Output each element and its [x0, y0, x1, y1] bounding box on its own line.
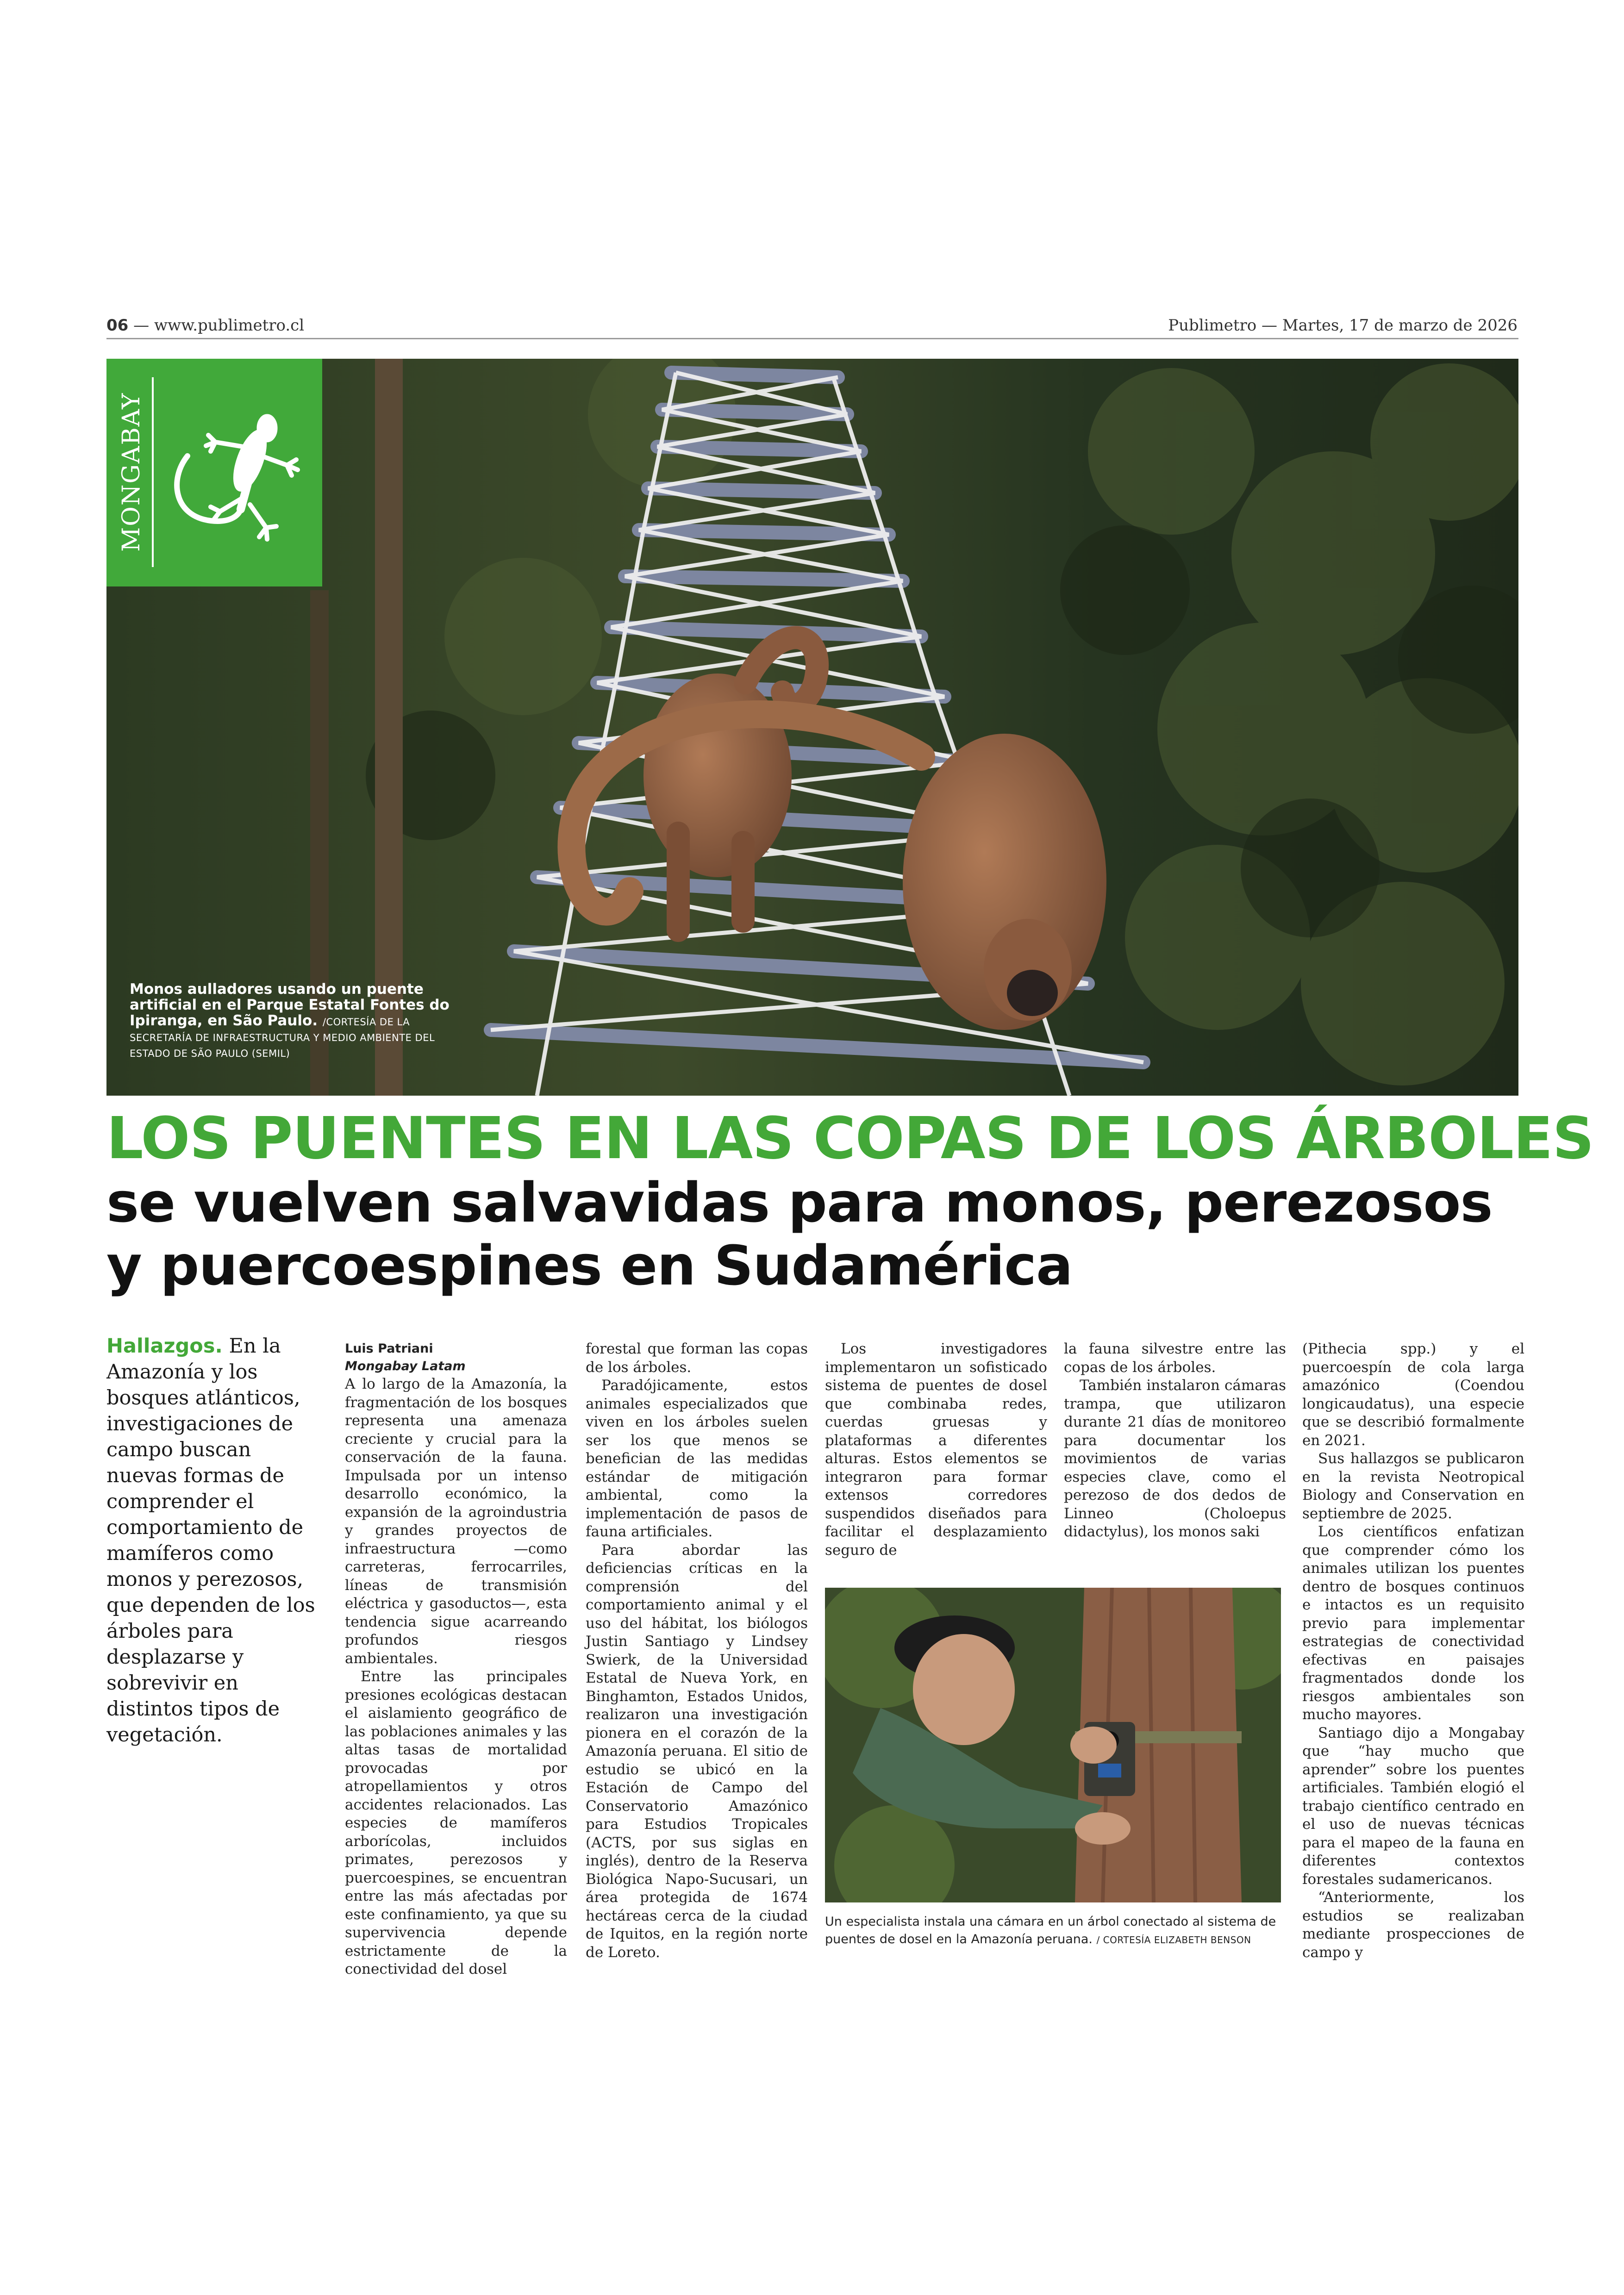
body-paragraph: A lo largo de la Amazonía, la fragmentación de los bosques representa una amenaza creciente y crucial para la conservación de la fauna. Impulsada por un intenso desarrollo económico, la expansión de la agroindustria y grandes proyectos de infraestructura —como carreteras, ferrocarriles, líneas de transmisión eléctrica y gasoductos—, esta tendencia sigue acarreando profundos riesgos ambientales.	[345, 1376, 567, 1667]
site-url[interactable]: — www.publimetro.cl	[133, 316, 305, 335]
body-paragraph: Santiago dijo a Mongabay que “hay mucho que aprender” sobre los puentes artificiales. También elogió el trabajo científico centrado en el uso de nuevas técnicas para el mapeo de la fauna en diferentes contextos forestales sudamericanos.	[1302, 1724, 1524, 1888]
body-paragraph: Paradójicamente, estos animales especializados que viven en los árboles suelen ser los que menos se benefician de las medidas estándar de mitigación ambiental, como la implementación de pasos de fauna artificiales.	[586, 1377, 808, 1540]
body-column-3	[825, 1340, 1047, 1559]
body-paragraph: Para abordar las deficiencias críticas en la comprensión del comportamiento animal y el uso del hábitat, los biólogos Justin Santiago y Lindsey Swierk, de la Universidad Estatal de Nueva York, en Binghamton, Estados Unidos, realizaron una investigación pionera en el corazón de la Amazonía peruana. El sitio de estudio se ubicó en la Estación de Campo del Conservatorio Amazónico para Estudios Tropicales (ACTS, por sus siglas en inglés), dentro de la Reserva Biológica Napo-Sucusari, un área protegida de 1674 hectáreas cerca de la ciudad de Iquitos, en la región norte de Loreto.	[586, 1541, 808, 1961]
folio-rule	[106, 338, 1518, 339]
body-paragraph: “Anteriormente, los estudios se realizaban mediante prospecciones de campo y	[1302, 1889, 1524, 1961]
photo2-credit: / CORTESÍA ELIZABETH BENSON	[1096, 1934, 1251, 1946]
camera-install-illustration	[825, 1588, 1281, 1902]
camera-install-photo	[825, 1588, 1281, 1902]
body-column-5	[1302, 1340, 1524, 1962]
headline-line-2: se vuelven salvavidas para monos, perezosos	[106, 1171, 1493, 1235]
headline-line-3: y puercoespines en Sudamérica	[106, 1234, 1073, 1297]
folio-left	[106, 316, 304, 335]
hero-photo	[106, 359, 1518, 1096]
headline	[106, 1105, 1594, 1297]
byline	[345, 1340, 567, 1375]
body-paragraph: Los científicos enfatizan que comprender cómo los animales utilizan los puentes dentro de bosques continuos e intactos es un requisito previo para implementar estrategias de conectividad efectivas en paisajes fragmentados donde los riesgos ambientales son mucho mayores.	[1302, 1523, 1524, 1723]
photo2-caption	[825, 1913, 1281, 1949]
hero-caption	[130, 981, 463, 1060]
byline-outlet: Mongabay Latam	[345, 1359, 466, 1373]
mongabay-badge	[106, 359, 322, 586]
body-paragraph: Sus hallazgos se publicaron en la revista Neotropical Biology and Conservation en septiembre de 2025.	[1302, 1450, 1524, 1522]
byline-author: Luis Patriani	[345, 1341, 433, 1356]
lead-keyword: Hallazgos.	[106, 1335, 223, 1358]
hero-caption-text: Monos aulladores usando un puente artificial en el Parque Estatal Fontes do Ipiranga, en São Paulo.	[130, 981, 450, 1029]
mongabay-label: MONGABAY	[118, 392, 145, 552]
folio	[106, 316, 1518, 338]
body-paragraph: (Pithecia spp.) y el puercoespín de cola larga amazónico (Coendou longicaudatus), una especie que se describió formalmente en 2021.	[1302, 1341, 1524, 1449]
body-column-2	[586, 1340, 808, 1962]
body-paragraph: la fauna silvestre entre las copas de los árboles.	[1064, 1341, 1286, 1376]
body-column-4	[1064, 1340, 1286, 1541]
folio-date: Publimetro — Martes, 17 de marzo de 2026	[1168, 316, 1518, 335]
photo2-caption-text: Un especialista instala una cámara en un árbol conectado al sistema de puentes de dosel en la Amazonía peruana.	[825, 1915, 1276, 1946]
body-paragraph: forestal que forman las copas de los árboles.	[586, 1341, 808, 1376]
hero-credit: /CORTESÍA DE LA SECRETARÍA DE INFRAESTRUCTURA Y MEDIO AMBIENTE DEL ESTADO DE SÃO PAULO (SEMIL)	[130, 1017, 435, 1059]
badge-divider	[152, 377, 154, 567]
body-column-1	[345, 1340, 567, 1979]
body-paragraph: Entre las principales presiones ecológicas destacan el aislamiento geográfico de las poblaciones animales y las altas tasas de mortalidad provocadas por atropellamientos y otros accidentes relacionados. Las especies de mamíferos arborícolas, incluidos primates, perezosos y puercoespines, se encuentran entre las más afectadas por este confinamiento, ya que su supervivencia depende estrictamente de la conectividad del dosel	[345, 1668, 567, 1977]
lead-text: En la Amazonía y los bosques atlánticos, investigaciones de campo buscan nuevas formas de comprender el comportamiento de mamíferos como monos y perezosos, que dependen de los árboles para desplazarse y sobrevivir en distintos tipos de vegetación.	[106, 1335, 315, 1746]
page-number: 06	[106, 316, 129, 335]
body-paragraph: También instalaron cámaras trampa, que utilizaron durante 21 días de monitoreo para documentar los movimientos de varias especies clave, como el perezoso de dos dedos de Linneo (Choloepus didactylus), los monos saki	[1064, 1377, 1286, 1540]
gecko-icon	[160, 405, 308, 544]
headline-line-1: LOS PUENTES EN LAS COPAS DE LOS ÁRBOLES	[106, 1105, 1594, 1172]
lead-paragraph	[106, 1333, 317, 1748]
body-paragraph: Los investigadores implementaron un sofisticado sistema de puentes de dosel que combinaba redes, cuerdas gruesas y plataformas a diferentes alturas. Estos elementos se integraron para formar extensos corredores suspendidos diseñados para facilitar el desplazamiento seguro de	[825, 1341, 1047, 1559]
